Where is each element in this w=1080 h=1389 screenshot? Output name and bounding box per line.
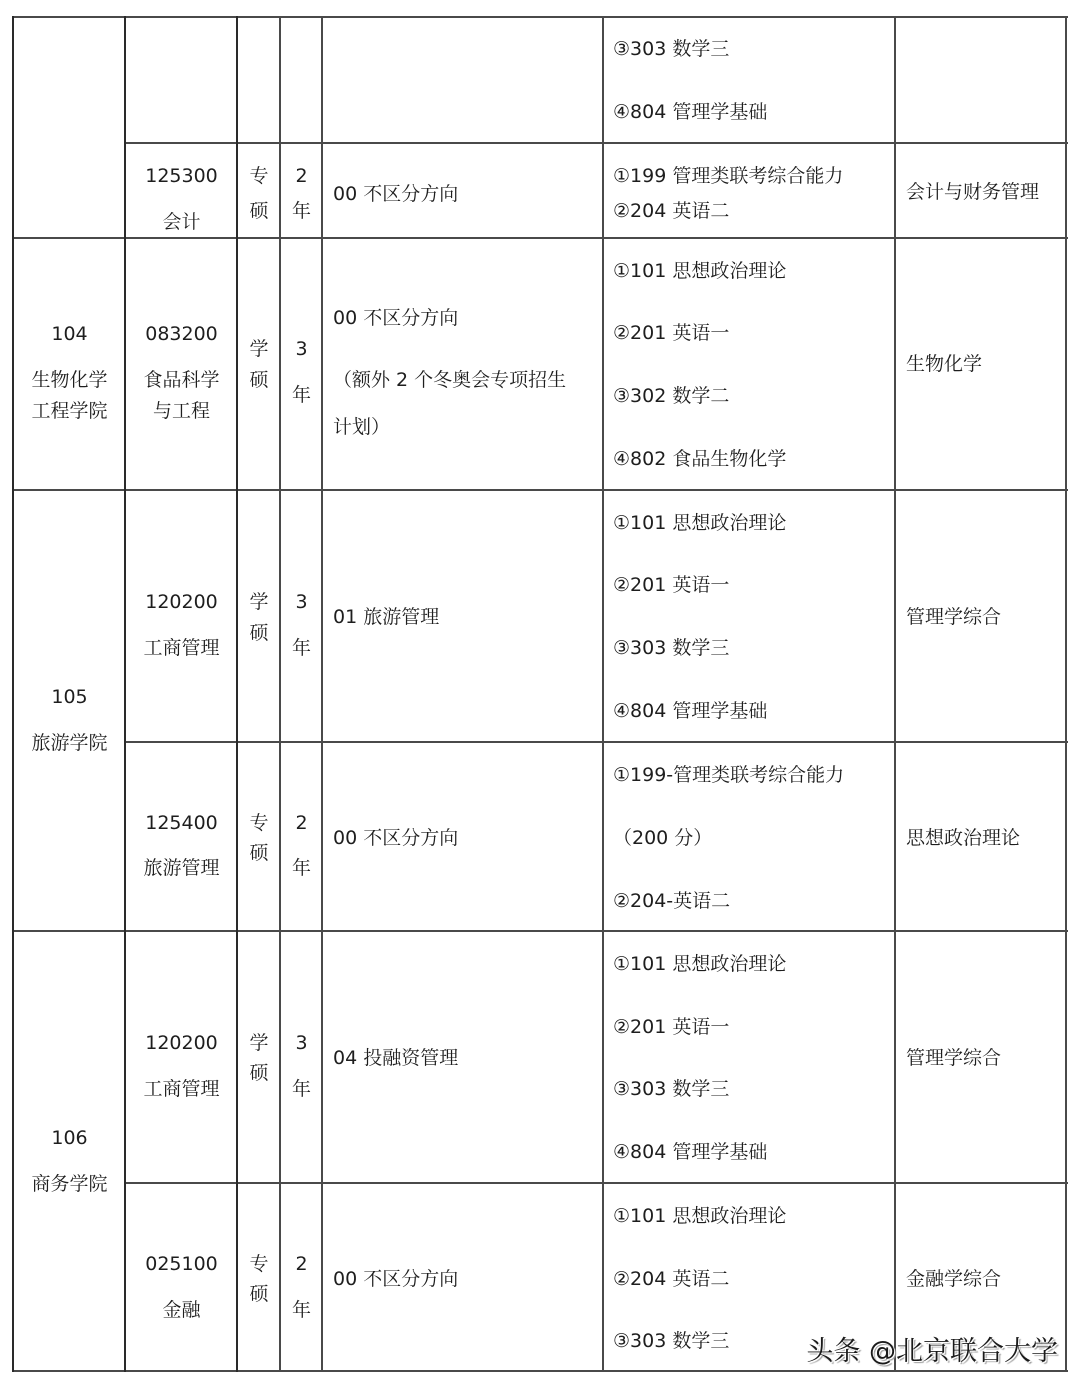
- source-watermark: 头条 @北京联合大学: [806, 1336, 1058, 1367]
- exam-subject: ②204 英语二: [613, 1268, 730, 1290]
- study-years: 3: [295, 591, 308, 613]
- exam-subject: ②201 英语一: [613, 322, 730, 344]
- study-years: 年: [291, 637, 311, 659]
- study-years: 年: [291, 1299, 311, 1321]
- exam-subject: ③303 数学三: [613, 1078, 730, 1100]
- col-divider: [602, 16, 604, 1372]
- exam-subject: ③302 数学二: [613, 385, 730, 407]
- major-name: 食品科学: [143, 369, 220, 391]
- college-code: 106: [51, 1127, 88, 1149]
- degree-type: 硕: [249, 622, 269, 644]
- retest-subject: 管理学综合: [906, 1047, 1002, 1069]
- major-code: 125300: [145, 165, 218, 187]
- exam-subject: ①101 思想政治理论: [613, 953, 787, 975]
- study-years: 3: [295, 1032, 308, 1054]
- study-years: 年: [291, 200, 311, 222]
- research-direction-note: 计划）: [333, 416, 391, 438]
- major-code: 120200: [145, 1032, 218, 1054]
- exam-subject: ②204-英语二: [613, 890, 731, 912]
- row-divider: [13, 489, 1068, 491]
- study-years: 2: [295, 812, 308, 834]
- college-name: 旅游学院: [31, 732, 108, 754]
- study-years: 年: [291, 1078, 311, 1100]
- study-years: 年: [291, 384, 311, 406]
- exam-subject: ①101 思想政治理论: [613, 512, 787, 534]
- degree-type: 学: [249, 1032, 269, 1054]
- research-direction: 01 旅游管理: [333, 606, 440, 628]
- row-divider: [125, 1182, 1068, 1184]
- study-years: 2: [295, 165, 308, 187]
- row-divider: [125, 741, 1068, 743]
- table-border-top: [13, 16, 1068, 18]
- col-divider: [1065, 16, 1067, 1372]
- research-direction: 04 投融资管理: [333, 1047, 459, 1069]
- college-code: 105: [51, 686, 88, 708]
- college-code: 104: [51, 323, 88, 345]
- major-name: 会计: [162, 211, 201, 233]
- row-divider: [125, 142, 1068, 144]
- study-years: 2: [295, 1253, 308, 1275]
- exam-subject: ①101 思想政治理论: [613, 1205, 787, 1227]
- research-direction: 00 不区分方向: [333, 183, 459, 205]
- degree-type: 学: [249, 591, 269, 613]
- major-code: 083200: [145, 323, 218, 345]
- degree-type: 学: [249, 338, 269, 360]
- degree-type: 硕: [249, 1283, 269, 1305]
- exam-subject: ②201 英语一: [613, 1016, 730, 1038]
- major-code: 120200: [145, 591, 218, 613]
- exam-subject: ①101 思想政治理论: [613, 260, 787, 282]
- degree-type: 专: [249, 812, 269, 834]
- research-direction: 00 不区分方向: [333, 827, 459, 849]
- major-name: 旅游管理: [143, 857, 220, 879]
- degree-type: 硕: [249, 200, 269, 222]
- table-border-bottom: [13, 1370, 1068, 1372]
- exam-subject: ④804 管理学基础: [613, 700, 768, 722]
- exam-subject: ④802 食品生物化学: [613, 448, 787, 470]
- degree-type: 硕: [249, 1062, 269, 1084]
- row-divider: [13, 237, 1068, 239]
- retest-subject: 管理学综合: [906, 606, 1002, 628]
- major-name: 工商管理: [143, 1078, 220, 1100]
- research-direction: 00 不区分方向: [333, 1268, 459, 1290]
- exam-subject: ②204 英语二: [613, 200, 730, 222]
- retest-subject: 生物化学: [906, 353, 983, 375]
- exam-subject: ③303 数学三: [613, 38, 730, 60]
- major-name: 与工程: [152, 400, 210, 422]
- college-name: 工程学院: [31, 400, 108, 422]
- retest-subject: 金融学综合: [906, 1268, 1002, 1290]
- exam-subject: ③303 数学三: [613, 637, 730, 659]
- major-name: 金融: [162, 1299, 201, 1321]
- degree-type: 专: [249, 1253, 269, 1275]
- exam-subject: ①199-管理类联考综合能力: [613, 764, 845, 786]
- exam-subject: ④804 管理学基础: [613, 101, 768, 123]
- degree-type: 专: [249, 165, 269, 187]
- retest-subject: 思想政治理论: [906, 827, 1021, 849]
- exam-subject: ①199 管理类联考综合能力: [613, 165, 844, 187]
- degree-type: 硕: [249, 369, 269, 391]
- col-divider: [894, 16, 896, 1372]
- exam-subject: ②201 英语一: [613, 574, 730, 596]
- exam-subject: ④804 管理学基础: [613, 1141, 768, 1163]
- study-years: 3: [295, 338, 308, 360]
- exam-subject-note: （200 分）: [613, 827, 713, 849]
- row-divider: [13, 930, 1068, 932]
- retest-subject: 会计与财务管理: [906, 181, 1040, 203]
- study-years: 年: [291, 857, 311, 879]
- major-code: 125400: [145, 812, 218, 834]
- degree-type: 硕: [249, 842, 269, 864]
- research-direction: 00 不区分方向: [333, 307, 459, 329]
- major-name: 工商管理: [143, 637, 220, 659]
- college-name: 生物化学: [31, 369, 108, 391]
- research-direction-note: （额外 2 个冬奥会专项招生: [333, 369, 567, 391]
- major-code: 025100: [145, 1253, 218, 1275]
- college-name: 商务学院: [31, 1173, 108, 1195]
- exam-subject: ③303 数学三: [613, 1330, 730, 1352]
